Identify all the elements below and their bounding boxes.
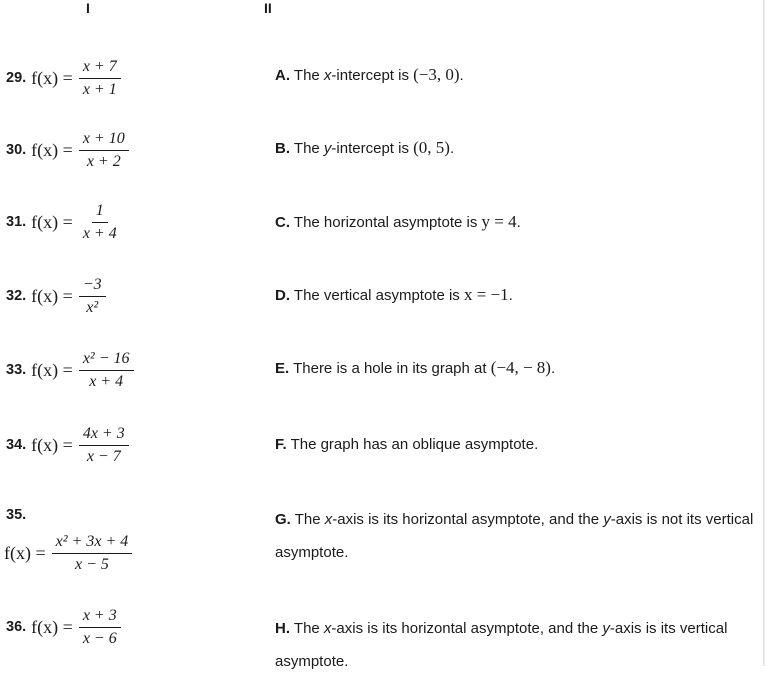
function-item — [4, 529, 132, 577]
numerator: 4x + 3 — [79, 425, 129, 446]
statement-text: . — [459, 67, 464, 84]
function-item — [6, 603, 121, 651]
item-number: 30. — [6, 142, 27, 158]
statement-text: x = −1 — [463, 285, 509, 304]
numerator: x + 10 — [79, 130, 129, 151]
statement-item — [275, 428, 763, 461]
statement-text: The — [293, 620, 324, 637]
item-number: 31. — [6, 214, 27, 230]
fraction — [79, 607, 121, 648]
column-header-ii: II — [264, 0, 272, 16]
function-lhs: f(x) = — [31, 616, 73, 637]
statement-text: y — [603, 511, 611, 528]
statement-item — [275, 503, 763, 569]
statement-label: G. — [275, 511, 291, 528]
item-number: 29. — [6, 70, 27, 86]
denominator: x + 1 — [82, 80, 117, 98]
denominator: x + 2 — [86, 152, 121, 170]
fraction — [79, 58, 121, 99]
item-number: 32. — [6, 288, 27, 304]
function-lhs: f(x) = — [31, 285, 73, 306]
function-item — [6, 272, 106, 320]
statement-item — [275, 205, 763, 239]
statement-text: The — [294, 511, 325, 528]
statement-text: The horizontal asymptote is — [293, 214, 482, 231]
statement-label: B. — [275, 140, 290, 157]
statement-text: -axis is its vertical asymptote. — [275, 620, 728, 670]
item-number: 33. — [6, 362, 27, 378]
statement-text: . — [550, 360, 556, 377]
function-item — [6, 346, 134, 394]
statement-item — [275, 131, 763, 165]
statement-text: . — [508, 287, 513, 304]
statement-text: . — [449, 140, 455, 157]
statement-text: (−3, 0) — [413, 65, 460, 84]
statement-text: The vertical asymptote is — [293, 287, 464, 304]
fraction — [79, 130, 129, 171]
item-number-row — [6, 507, 31, 523]
denominator: x − 6 — [82, 629, 117, 647]
statement-text: (0, 5) — [413, 138, 450, 157]
denominator: x² — [86, 298, 99, 316]
denominator: x − 5 — [74, 555, 109, 573]
numerator: x² − 16 — [79, 350, 134, 371]
function-lhs: f(x) = — [31, 211, 73, 232]
statement-item — [275, 351, 763, 385]
statement-text: -axis is its horizontal asymptote, and the — [331, 620, 603, 637]
statement-item — [275, 612, 763, 678]
numerator: x + 7 — [79, 58, 121, 79]
numerator: 1 — [92, 202, 108, 223]
function-lhs: f(x) = — [4, 542, 46, 563]
function-item — [6, 126, 129, 174]
statement-text: y — [602, 620, 610, 637]
statement-text: y = 4 — [481, 212, 517, 231]
statement-text: y — [323, 140, 332, 157]
fraction — [52, 533, 133, 574]
statement-text: . — [516, 214, 521, 231]
statement-item — [275, 278, 763, 312]
function-lhs: f(x) = — [31, 67, 73, 88]
function-item — [6, 54, 121, 102]
statement-label: E. — [275, 360, 290, 377]
statement-text: (−4, − 8) — [490, 358, 551, 377]
statement-text: x — [323, 620, 332, 637]
function-item — [6, 421, 129, 469]
numerator: −3 — [79, 276, 106, 297]
statement-text: x — [323, 67, 332, 84]
denominator: x + 4 — [89, 372, 124, 390]
statement-text: -intercept is — [331, 67, 414, 84]
item-number: 36. — [6, 619, 27, 635]
statement-text: The — [293, 67, 324, 84]
fraction — [79, 202, 121, 243]
fraction — [79, 425, 129, 466]
denominator: x + 4 — [82, 224, 117, 242]
fraction — [79, 350, 134, 391]
function-lhs: f(x) = — [31, 434, 73, 455]
column-header-i: I — [86, 0, 90, 16]
statement-text: -axis is its horizontal asymptote, and the — [332, 511, 604, 528]
function-item — [6, 198, 121, 246]
statement-text: There is a hole in its graph at — [293, 360, 491, 377]
denominator: x − 7 — [86, 447, 121, 465]
statement-label: A. — [275, 67, 290, 84]
statement-item — [275, 58, 763, 92]
numerator: x + 3 — [79, 607, 121, 628]
fraction — [79, 276, 106, 317]
statement-text: -axis is not its vertical asymptote. — [275, 511, 754, 561]
statement-label: D. — [275, 287, 290, 304]
statement-text: -intercept is — [331, 140, 414, 157]
item-number: 34. — [6, 437, 27, 453]
statement-text: The graph has an oblique asymptote. — [290, 436, 539, 453]
numerator: x² + 3x + 4 — [52, 533, 133, 554]
statement-text: x — [324, 511, 333, 528]
statement-label: H. — [275, 620, 290, 637]
statement-text: The — [293, 140, 324, 157]
statement-label: C. — [275, 214, 290, 231]
statement-label: F. — [275, 436, 287, 453]
item-number: 35. — [6, 507, 27, 523]
function-lhs: f(x) = — [31, 359, 73, 380]
function-lhs: f(x) = — [31, 139, 73, 160]
